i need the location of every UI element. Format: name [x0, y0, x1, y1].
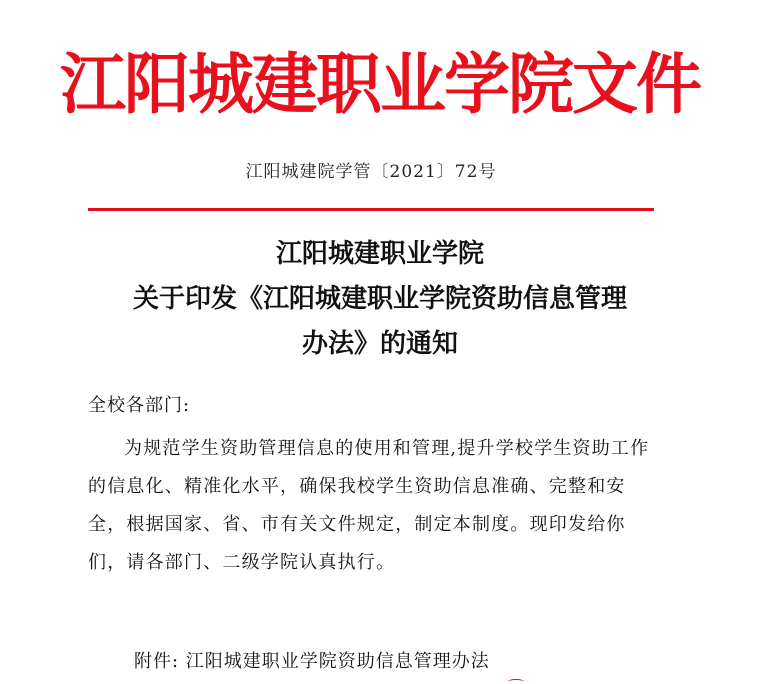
header-red-rule	[88, 208, 654, 211]
document-header-title: 江阳城建职业学院文件	[60, 45, 700, 123]
seal-edge-mark	[508, 679, 524, 684]
notice-title	[60, 232, 700, 367]
document-number: 江阳城建院学管〔2021〕72号	[245, 162, 497, 182]
notice-title-line-2: 关于印发《江阳城建职业学院资助信息管理	[132, 284, 627, 314]
attachment-line: 附件: 江阳城建职业学院资助信息管理办法	[134, 651, 490, 672]
notice-title-line-1: 江阳城建职业学院	[275, 239, 484, 269]
notice-title-line-3: 办法》的通知	[301, 329, 458, 359]
salutation: 全校各部门:	[88, 395, 191, 416]
body-paragraph: 为规范学生资助管理信息的使用和管理,提升学校学生资助工作的信息化、精准化水平，确保我校学生资助信息准确、完整和安全，根据国家、省、市有关文件规定，制定本制度。现印发给你们，请各部门、二级学院认真执行。	[88, 438, 650, 573]
